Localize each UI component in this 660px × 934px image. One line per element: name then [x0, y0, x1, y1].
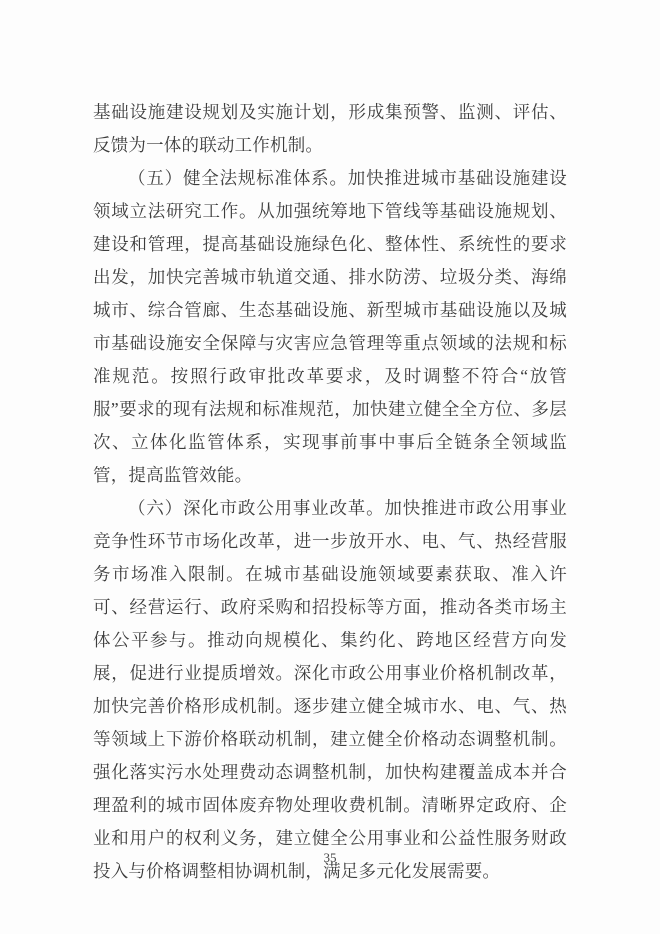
page-number: 35	[323, 850, 337, 865]
paragraph-continuation: 基础设施建设规划及实施计划，形成集预警、监测、评估、反馈为一体的联动工作机制。	[93, 102, 567, 155]
paragraph-section-6: （六）深化市政公用事业改革。加快推进市政公用事业竞争性环节市场化改革，进一步放开水、电、气、热经营服务市场准入限制。在城市基础设施领域要素获取、准入许可、经营运行、政府采购和招投标等方面，推动各类市场主体公平参与。推动向规模化、集约化、跨地区经营方向发展，促进行业提质增效。深化市政公用事业价格机制改革，加快完善价格形成机制。逐步建立健全城市水、电、气、热等领域上下游价格联动机制，建立健全价格动态调整机制。强化落实污水处理费动态调整机制，加快构建覆盖成本并合理盈利的城市固体废弃物处理收费机制。清晰界定政府、企业和用户的权利义务，建立健全公用事业和公益性服务财政投入与价格调整相协调机制，满足多元化发展需要。	[93, 498, 567, 881]
paragraph-section-5: （五）健全法规标准体系。加快推进城市基础设施建设领域立法研究工作。从加强统筹地下管线等基础设施规划、建设和管理，提高基础设施绿色化、整体性、系统性的要求出发，加快完善城市轨道交通、排水防涝、垃圾分类、海绵城市、综合管廊、生态基础设施、新型城市基础设施以及城市基础设施安全保障与灾害应急管理等重点领域的法规和标准规范。按照行政审批改革要求，及时调整不符合“放管服”要求的现有法规和标准规范，加快建立健全全方位、多层次、立体化监管体系，实现事前事中事后全链条全领域监管，提高监管效能。	[93, 168, 567, 485]
document-body	[93, 96, 567, 888]
